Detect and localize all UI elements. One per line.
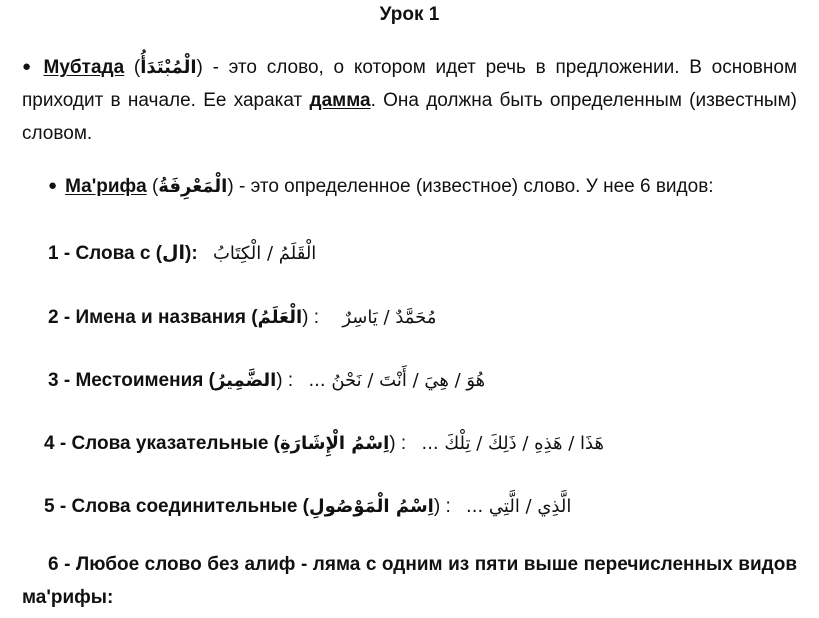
list-item [44,496,571,518]
item-label-end: ) : [389,433,407,454]
bullet-icon: ● [48,177,58,194]
list-item [48,307,436,329]
item-label-end: ) : [433,496,451,517]
marifa-paragraph [48,176,714,198]
term-marifa-arabic: الْمَعْرِفَةُ [158,176,228,197]
item-examples-arabic: مُحَمَّدٌ / يَاسِرٌ [342,307,437,328]
item-label: 4 - Слова указательные ( [44,433,281,454]
item-examples-arabic: الَّذِي / الَّتِي ... [466,496,572,517]
mubtada-text-2: . Она должна быть определенным (известным) словом. [22,90,797,144]
paren-open: ( [146,176,159,197]
item-label-end: ) : [276,370,294,391]
list-item [48,242,316,265]
list-item [48,370,485,392]
term-damma: дамма [309,90,371,111]
item-examples-arabic: هُوَ / هِيَ / أَنْتَ / نَحْنُ ... [308,370,486,391]
item-term-arabic: الضَّمِيرُ [214,370,277,391]
mubtada-text-1: - это слово, о котором идет речь в предложении. В основном приходит в начале. Ее харакат [22,57,798,111]
term-mubtada: Мубтада [43,57,125,78]
term-mubtada-arabic: الْمُبْتَدَأُ [140,57,197,78]
item-term-arabic: اِسْمُ الْمَوْصُولِ [309,496,434,517]
list-item [44,433,604,455]
item-label-end: ) : [302,307,320,328]
marifa-text: - это определенное (известное) слово. У нее 6 видов: [233,176,714,197]
item-six-paragraph: 6 - Любое слово без алиф - ляма с одним из пяти выше перечисленных видов ма'рифы: [22,554,797,608]
bullet-icon: ● [22,58,36,75]
item-label: 1 - Слова с (ال): [48,243,198,264]
item-label: 2 - Имена и названия ( [48,307,258,328]
mubtada-paragraph [22,50,797,150]
paren-open: ( [124,57,141,78]
item-examples-arabic: الْقَلَمُ / الْكِتَابُ [212,243,317,264]
term-marifa: Ма'рифа [65,176,147,197]
item-label: 3 - Местоимения ( [48,370,215,391]
item-term-arabic: الْعَلَمُ [257,307,303,328]
paren-close: ) [196,57,203,78]
paren-close: ) [227,176,234,197]
item-label: 5 - Слова соединительные ( [44,496,310,517]
page-title: Урок 1 [379,4,440,25]
item-term-arabic: اِسْمُ الْإِشَارَةِ [280,433,390,454]
item-examples-arabic: هَذَا / هَذِهِ / ذَلِكَ / تِلْكَ ... [421,433,604,454]
